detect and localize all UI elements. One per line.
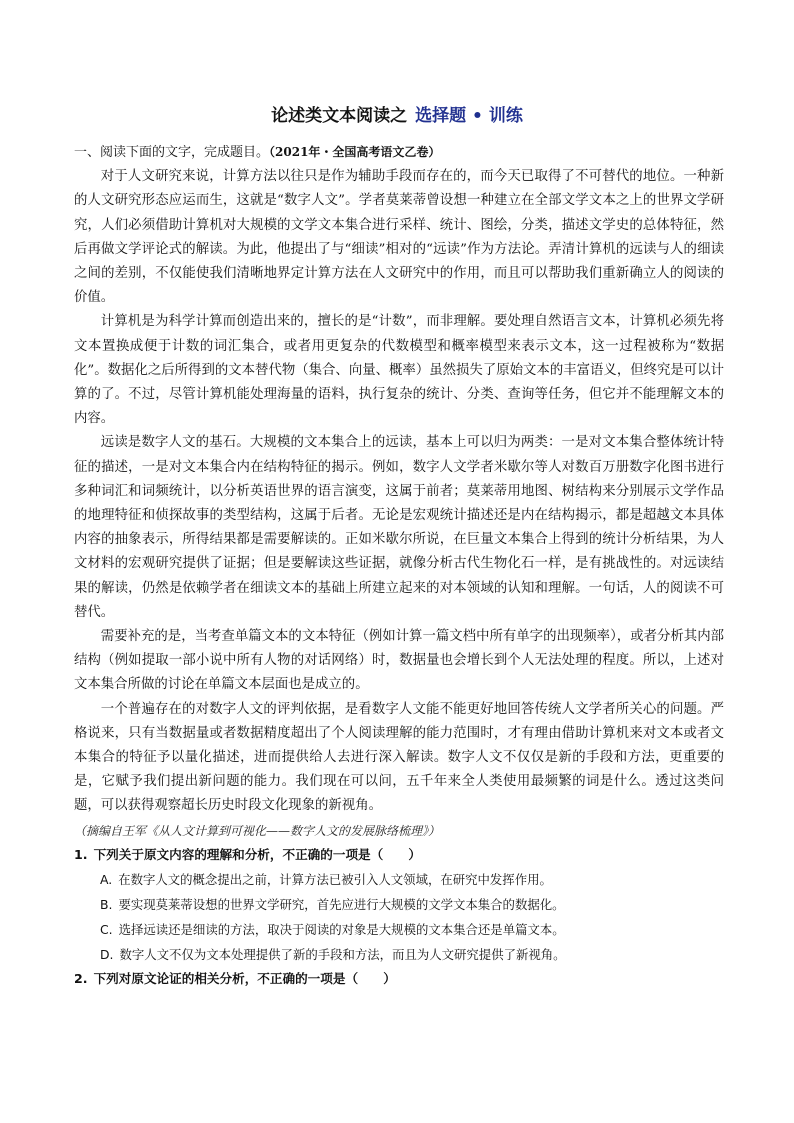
citation: （摘编自王军《从人文计算到可视化——数字人文的发展脉络梳理》） xyxy=(74,823,441,838)
question-2 xyxy=(74,967,724,991)
option-text: 在数字人文的概念提出之前，计算方法已被引入人文领域，在研究中发挥作用。 xyxy=(118,872,552,888)
paragraph-2: 计算机是为科学计算而创造出来的，擅长的是“计数”，而非理解。要处理自然语言文本，计算机必须先将文本置换成便于计数的词汇集合，或者用更复杂的代数模型和概率模型来表示文本，这一过程被称为“数据化”。数据化之后所得到的文本替代物（集合、向量、概率）虽然损失了原始文本的丰富语义，但终究是可以计算的了。不过，尽管计算机能处理海量的语料，执行复杂的统计、分类、查询等任务，但它并不能理解文本的内容。 xyxy=(74,314,724,427)
option-letter: B. xyxy=(100,897,113,913)
document-body xyxy=(74,140,724,991)
paragraph-3: 远读是数字人文的基石。大规模的文本集合上的远读，基本上可以归为两类：一是对文本集合整体统计特征的描述，一是对文本集合内在结构特征的揭示。例如，数字人文学者米歇尔等人对数百万册数字化图书进行多种词汇和词频统计，以分析英语世界的语言演变，这属于前者；莫莱蒂用地图、树结构来分别展示文学作品的地理特征和侦探故事的类型结构，这属于后者。无论是宏观统计描述还是内在结构揭示，都是超越文本具体内容的抽象表示，所得结果都是需要解读的。正如米歇尔所说，在巨量文本集合上得到的统计分析结果，为人文材料的宏观研究提供了证据；但是要解读这些证据，就像分析古代生物化石一样，是有挑战性的。对远读结果的解读，仍然是依赖学者在细读文本的基础上所建立起来的对本领域的认知和理解。一句话，人的阅读不可替代。 xyxy=(74,435,724,620)
paragraph-5: 一个普遍存在的对数字人文的评判依据，是看数字人文能不能更好地回答传统人文学者所关心的问题。严格说来，只有当数据量或者数据精度超出了个人阅读理解的能力范围时，才有理由借助计算机来对文本或者文本集合的特征予以量化描述，进而提供给人去进行深入解读。数字人文不仅仅是新的手段和方法，更重要的是，它赋予我们提出新问题的能力。我们现在可以问，五千年来全人类使用最频繁的词是什么。透过这类问题，可以获得观察超长历史时段文化现象的新视角。 xyxy=(74,701,724,814)
option-text: 数字人文不仅为文本处理提供了新的手段和方法，而且为人文研究提供了新视角。 xyxy=(119,947,566,963)
page-title xyxy=(0,103,794,129)
option-text: 要实现莫莱蒂设想的世界文学研究，首先应进行大规模的文学文本集合的数据化。 xyxy=(118,897,565,913)
question-number: 1. xyxy=(74,846,88,862)
option-text: 选择远读还是细读的方法，取决于阅读的对象是大规模的文本集合还是单篇文本。 xyxy=(118,922,565,938)
question-1 xyxy=(74,843,724,867)
option-b[interactable] xyxy=(74,892,724,917)
section-heading-text: 一、阅读下面的文字，完成题目。 xyxy=(74,145,270,160)
question-stem: 下列关于原文内容的理解和分析，不正确的一项是（ ） xyxy=(93,846,421,862)
paragraph-4: 需要补充的是，当考查单篇文本的文本特征（例如计算一篇文档中所有单字的出现频率），或者分析其内部结构（例如提取一部小说中所有人物的对话网络）时，数据量也会增长到个人无法处理的程度。所以，上述对文本集合所做的讨论在单篇文本层面也是成立的。 xyxy=(74,629,724,693)
title-sub: 选择题 • 训练 xyxy=(415,106,523,126)
option-letter: D. xyxy=(100,947,114,963)
section-source: （2021年・全国高考语文乙卷） xyxy=(269,145,441,159)
option-a[interactable] xyxy=(74,867,724,892)
option-c[interactable] xyxy=(74,917,724,942)
paragraph-1: 对于人文研究来说，计算方法以往只是作为辅助手段而存在的，而今天已取得了不可替代的地位。一种新的人文研究形态应运而生，这就是“数字人文”。学者莫莱蒂曾设想一种建立在全部文学文本之上的世界文学研究，人们必须借助计算机对大规模的文学文本集合进行采样、统计、图绘，分类，描述文学史的总体特征，然后再做文学评论式的解读。为此，他提出了与“细读”相对的“远读”作为方法论。弄清计算机的远读与人的细读之间的差别，不仅能使我们清晰地界定计算方法在人文研究中的作用，而且可以帮助我们重新确立人的阅读的价值。 xyxy=(74,169,724,306)
question-number: 2. xyxy=(74,971,88,987)
section-heading xyxy=(74,140,724,165)
option-letter: A. xyxy=(100,872,113,888)
option-d[interactable] xyxy=(74,942,724,967)
option-letter: C. xyxy=(100,922,113,938)
title-main: 论述类文本阅读之 xyxy=(271,106,408,126)
question-stem: 下列对原文论证的相关分析，不正确的一项是（ ） xyxy=(93,971,396,987)
